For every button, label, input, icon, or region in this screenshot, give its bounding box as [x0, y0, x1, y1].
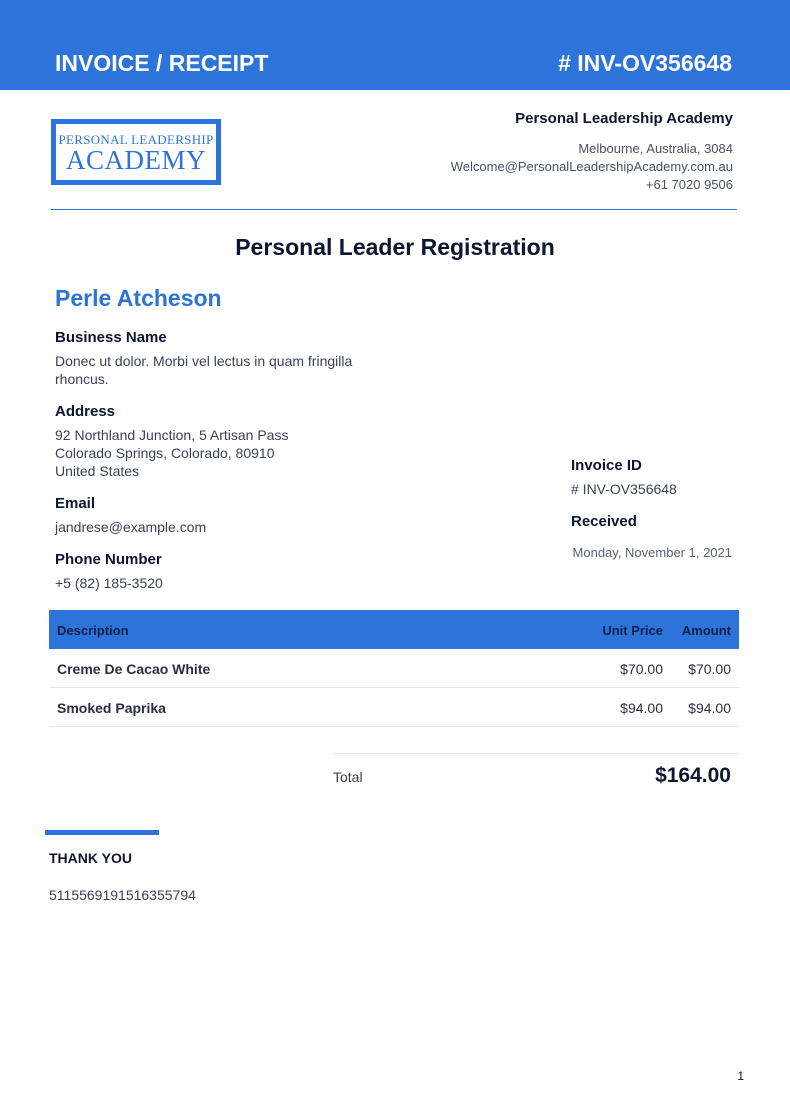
row-description: Smoked Paprika — [57, 700, 166, 716]
address-line-1: 92 Northland Junction, 5 Artisan Pass — [55, 427, 289, 443]
thank-you-heading: THANK YOU — [49, 850, 132, 866]
company-phone: +61 7020 9506 — [645, 177, 733, 192]
phone-label: Phone Number — [55, 551, 162, 568]
address-label: Address — [55, 403, 116, 420]
logo-line-2: ACADEMY — [65, 145, 206, 175]
document-title: Personal Leader Registration — [235, 234, 555, 260]
company-email: Welcome@PersonalLeadershipAcademy.com.au — [450, 159, 733, 174]
received-date: Monday, November 1, 2021 — [572, 545, 732, 560]
client-email: jandrese@example.com — [55, 519, 207, 535]
total-label: Total — [333, 769, 363, 785]
page-number: 1 — [737, 1069, 744, 1083]
company-name: Personal Leadership Academy — [515, 110, 733, 127]
thank-you-accent-bar — [45, 830, 159, 835]
header-divider — [51, 209, 737, 210]
row-description: Creme De Cacao White — [57, 661, 211, 677]
company-logo — [51, 119, 221, 185]
table-row — [49, 649, 739, 688]
business-name-line-2: rhoncus. — [55, 371, 109, 387]
logo-line-1: PERSONAL LEADERSHIP — [58, 132, 214, 147]
line-items-table — [49, 610, 739, 727]
email-label: Email — [55, 495, 96, 512]
column-header-amount: Amount — [681, 623, 731, 638]
document-type-title: INVOICE / RECEIPT — [55, 50, 269, 76]
column-header-description: Description — [57, 623, 129, 638]
client-phone: +5 (82) 185-3520 — [55, 575, 163, 591]
table-row — [49, 688, 739, 727]
row-amount: $94.00 — [688, 700, 731, 716]
total-value: $164.00 — [655, 764, 731, 787]
column-header-unit-price: Unit Price — [602, 623, 663, 638]
header-bar — [0, 0, 790, 90]
address-line-2: Colorado Springs, Colorado, 80910 — [55, 445, 275, 461]
total-divider — [333, 753, 739, 754]
received-label: Received — [571, 513, 637, 530]
address-line-3: United States — [55, 463, 140, 479]
header-invoice-number: # INV-OV356648 — [558, 50, 732, 76]
invoice-id-value: # INV-OV356648 — [571, 481, 677, 497]
client-name: Perle Atcheson — [55, 285, 222, 311]
invoice-id-label: Invoice ID — [571, 457, 642, 474]
company-location: Melbourne, Australia, 3084 — [578, 141, 733, 156]
business-name-line-1: Donec ut dolor. Morbi vel lectus in quam fringilla — [55, 353, 353, 369]
row-amount: $70.00 — [688, 661, 731, 677]
reference-number: 5115569191516355794 — [49, 887, 196, 903]
row-unit-price: $94.00 — [620, 700, 663, 716]
company-info — [451, 110, 733, 194]
business-name-label: Business Name — [55, 329, 167, 346]
row-unit-price: $70.00 — [620, 661, 663, 677]
table-header — [49, 610, 739, 649]
